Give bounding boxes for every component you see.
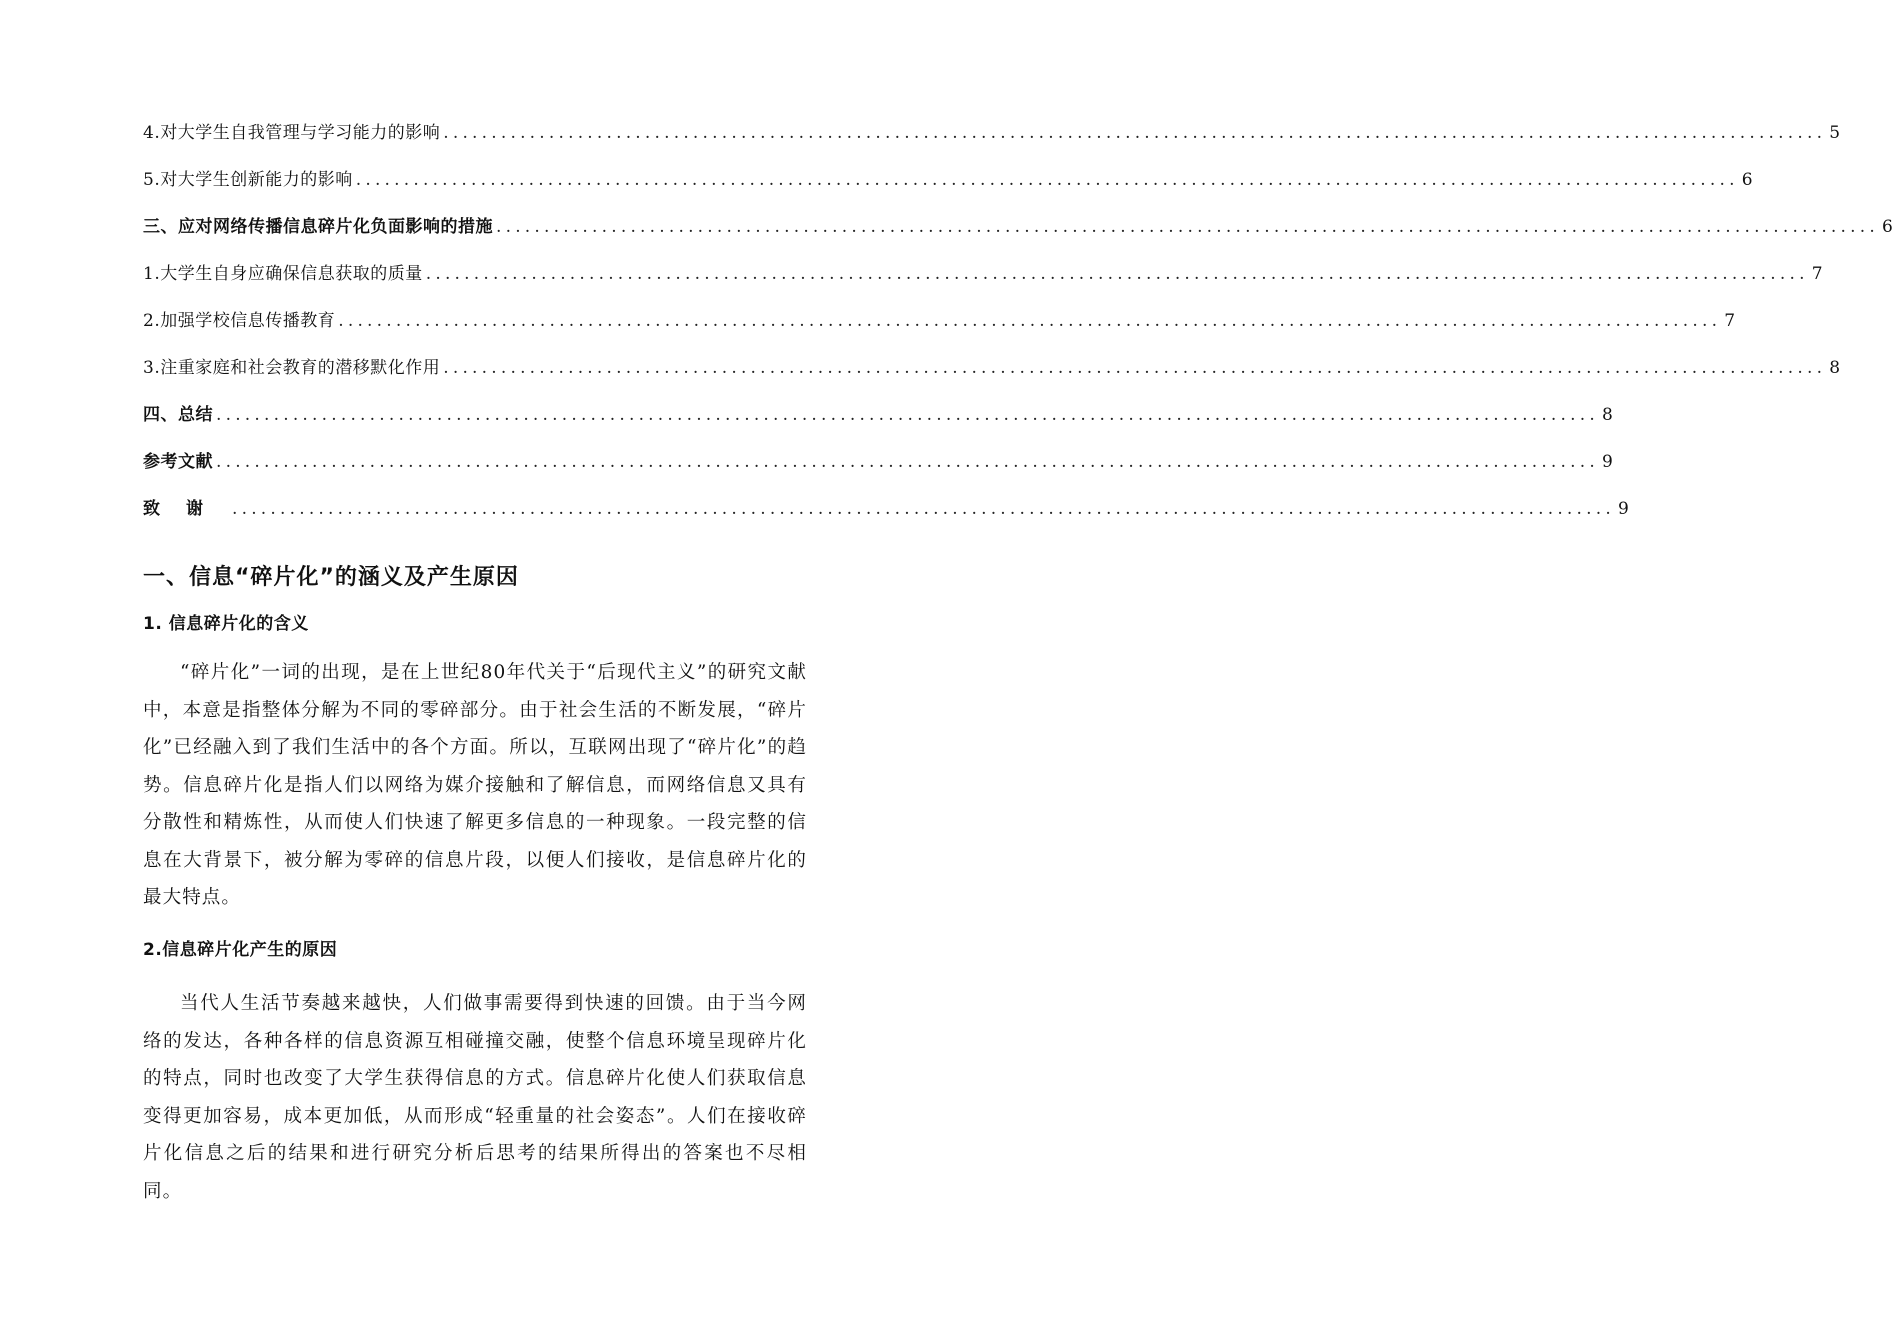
toc-entry-page: 6 — [1881, 217, 1893, 237]
toc-leader-dots: ................................................................................................................................................ — [338, 311, 1722, 331]
subsection-heading: 1. 信息碎片化的含义 — [143, 614, 309, 634]
toc-entry-page: 7 — [1811, 264, 1823, 284]
table-of-contents — [143, 121, 1893, 544]
toc-leader-dots: ................................................................................................................................................ — [216, 405, 1599, 425]
toc-leader-dots: ................................................................................................................................................ — [216, 452, 1599, 472]
toc-leader-dots: ................................................................................................................................................ — [232, 499, 1615, 519]
toc-entry-page: 7 — [1724, 311, 1736, 331]
toc-entry[interactable] — [143, 309, 1736, 356]
toc-leader-dots: ................................................................................................................................................ — [425, 264, 1809, 284]
toc-entry-page: 8 — [1601, 405, 1613, 425]
toc-entry-title: 四、总结 — [143, 405, 213, 425]
toc-leader-dots: ................................................................................................................................................ — [443, 123, 1827, 143]
toc-entry-title: 4.对大学生自我管理与学习能力的影响 — [143, 123, 441, 143]
toc-entry[interactable] — [143, 168, 1753, 215]
body-paragraph: “碎片化”一词的出现，是在上世纪80年代关于“后现代主义”的研究文献中，本意是指整体分解为不同的零碎部分。由于社会生活的不断发展，“碎片化”已经融入到了我们生活中的各个方面。所以，互联网出现了“碎片化”的趋势。信息碎片化是指人们以网络为媒介接触和了解信息，而网络信息又具有分散性和精炼性，从而使人们快速了解更多信息的一种现象。一段完整的信息在大背景下，被分解为零碎的信息片段，以便人们接收，是信息碎片化的最大特点。 — [143, 662, 807, 908]
toc-entry[interactable] — [143, 215, 1893, 262]
toc-leader-dots: ................................................................................................................................................ — [443, 358, 1827, 378]
toc-entry[interactable] — [143, 497, 1629, 544]
toc-entry[interactable] — [143, 403, 1613, 450]
toc-leader-dots: ................................................................................................................................................ — [496, 217, 1879, 237]
toc-entry-title: 2.加强学校信息传播教育 — [143, 311, 336, 331]
toc-entry-page: 6 — [1741, 170, 1753, 190]
toc-entry-title: 致谢 — [143, 499, 229, 519]
toc-entry[interactable] — [143, 262, 1823, 309]
toc-entry-title: 1.大学生自身应确保信息获取的质量 — [143, 264, 423, 284]
section-heading: 一、信息“碎片化”的涵义及产生原因 — [143, 565, 519, 590]
subsection-heading: 2.信息碎片化产生的原因 — [143, 940, 338, 960]
toc-entry-page: 5 — [1829, 123, 1841, 143]
toc-entry-page: 8 — [1829, 358, 1841, 378]
toc-entry[interactable] — [143, 121, 1841, 168]
toc-entry-page: 9 — [1617, 499, 1629, 519]
body-paragraph: 当代人生活节奏越来越快，人们做事需要得到快速的回馈。由于当今网络的发达，各种各样的信息资源互相碰撞交融，使整个信息环境呈现碎片化的特点，同时也改变了大学生获得信息的方式。信息碎片化使人们获取信息变得更加容易，成本更加低，从而形成“轻重量的社会姿态”。人们在接收碎片化信息之后的结果和进行研究分析后思考的结果所得出的答案也不尽相同。 — [143, 993, 807, 1202]
toc-entry[interactable] — [143, 450, 1613, 497]
toc-entry-title: 5.对大学生创新能力的影响 — [143, 170, 353, 190]
toc-entry-page: 9 — [1601, 452, 1613, 472]
toc-entry-title: 3.注重家庭和社会教育的潜移默化作用 — [143, 358, 441, 378]
toc-leader-dots: ................................................................................................................................................ — [355, 170, 1739, 190]
toc-entry-title: 三、应对网络传播信息碎片化负面影响的措施 — [143, 217, 493, 237]
toc-entry-title: 参考文献 — [143, 452, 213, 472]
toc-entry[interactable] — [143, 356, 1841, 403]
